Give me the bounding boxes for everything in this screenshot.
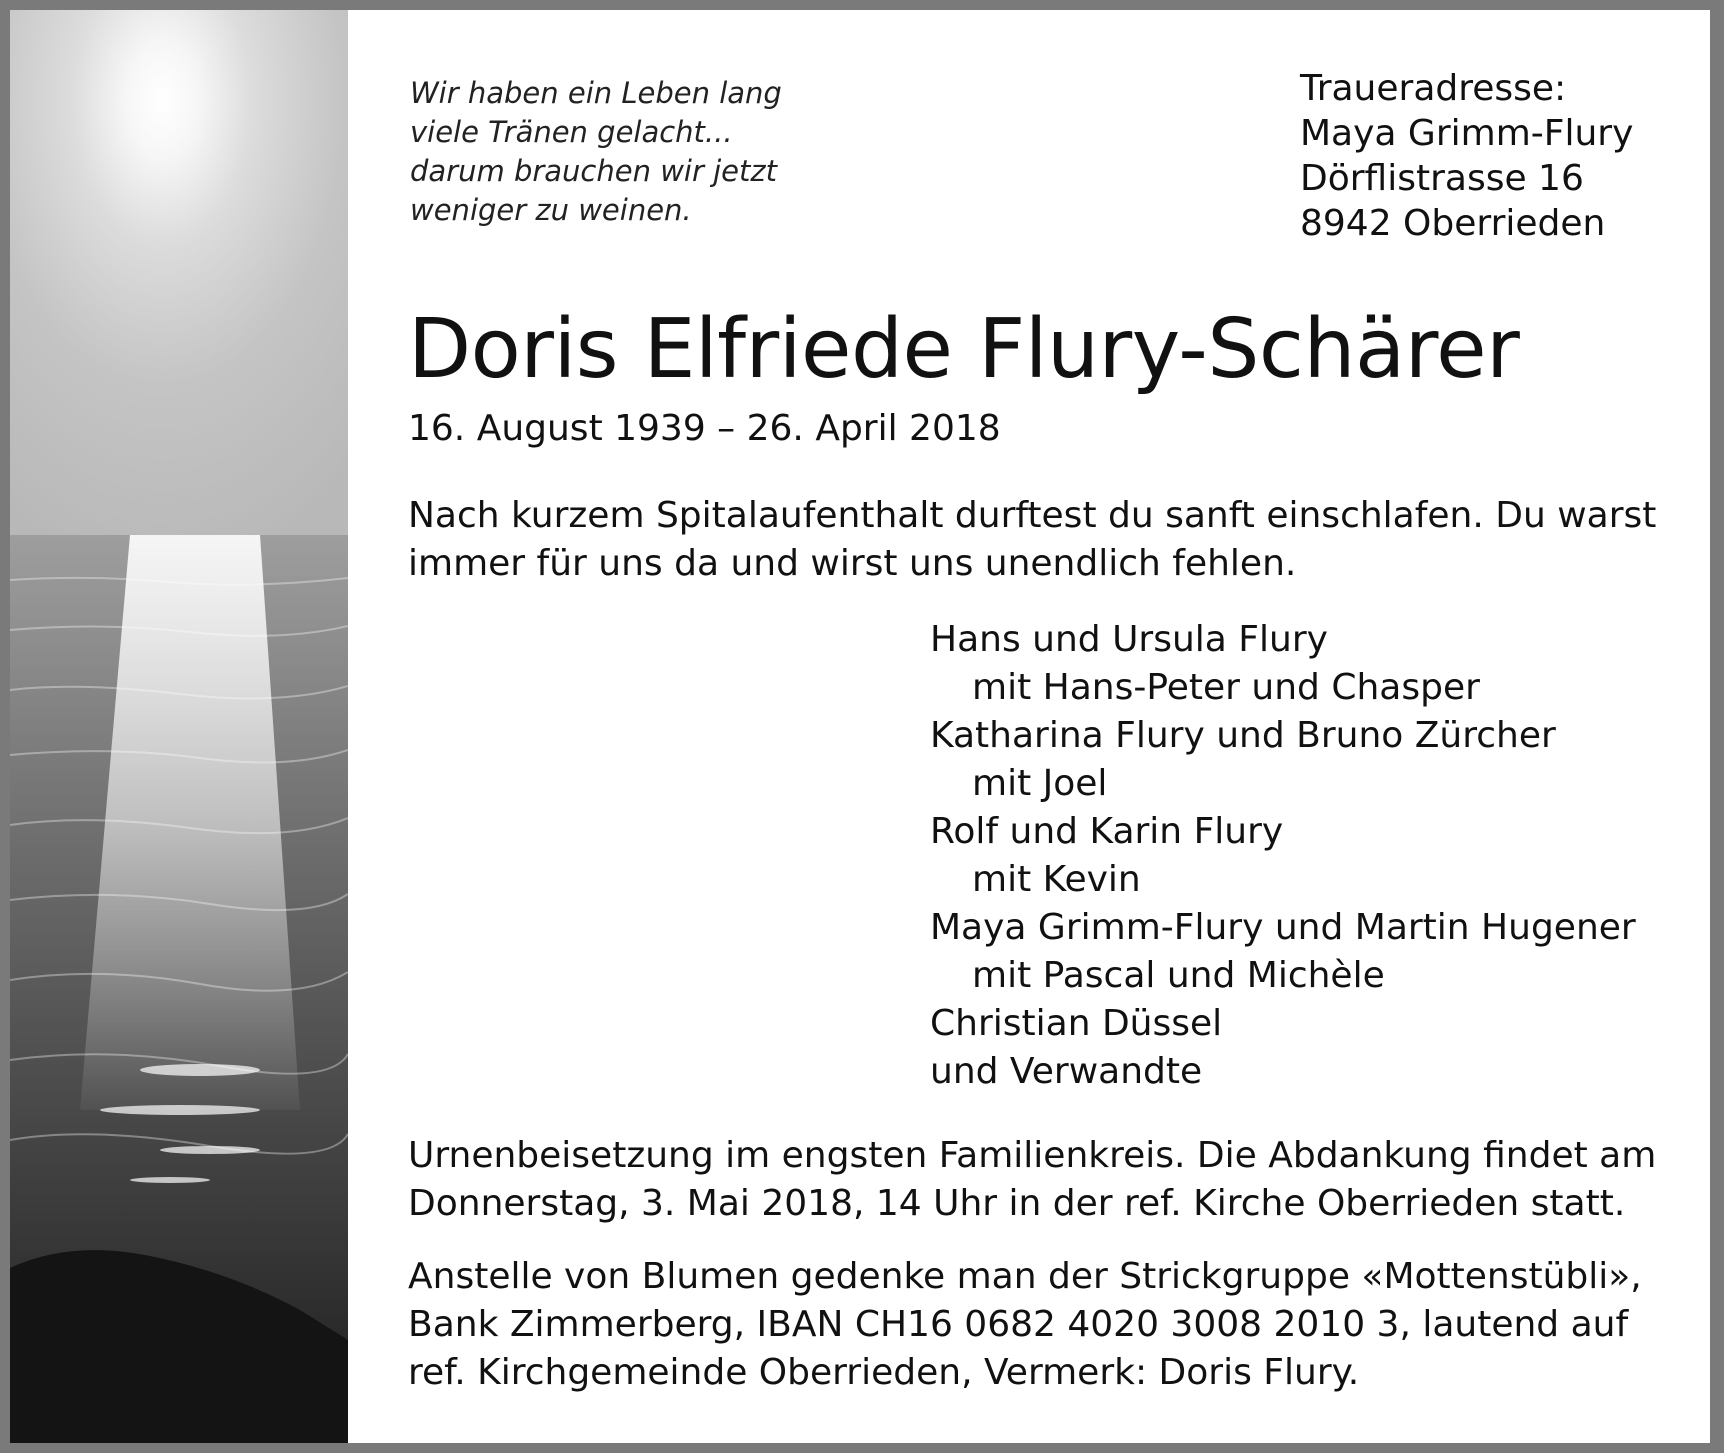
ceremony-line: Donnerstag, 3. Mai 2018, 14 Uhr in der ref. Kirche Oberrieden statt. [408,1183,1626,1224]
address-line: Dörflistrasse 16 [1300,158,1584,199]
quote-line: darum brauchen wir jetzt [410,154,777,188]
ceremony-info [408,1132,1656,1228]
address-line: Maya Grimm-Flury [1300,113,1634,154]
family-member: mit Pascal und Michèle [972,955,1385,996]
family-member: mit Joel [972,763,1108,804]
quote-line: viele Tränen gelacht... [410,115,733,149]
family-member: Rolf und Karin Flury [930,811,1284,852]
farewell-message [408,492,1656,588]
family-member: mit Hans-Peter und Chasper [972,667,1480,708]
family-member: mit Kevin [972,859,1141,900]
address-line: 8942 Oberrieden [1300,203,1606,244]
mourning-address [1300,66,1633,246]
family-member: Hans und Ursula Flury [930,619,1328,660]
quote-line: weniger zu weinen. [410,193,692,227]
address-line: Traueradresse: [1300,68,1567,109]
sunset-sea-photo [10,10,348,1443]
quote [410,74,782,230]
family-list [930,616,1636,1096]
family-member: Maya Grimm-Flury und Martin Hugener [930,907,1636,948]
donation-line: ref. Kirchgemeinde Oberrieden, Vermerk: Doris Flury. [408,1352,1360,1393]
donation-line: Anstelle von Blumen gedenke man der Strickgruppe «Mottenstübli», [408,1256,1642,1297]
family-member: Katharina Flury und Bruno Zürcher [930,715,1556,756]
deceased-name: Doris Elfriede Flury-Schärer [408,302,1520,397]
message-line: immer für uns da und wirst uns unendlich fehlen. [408,543,1297,584]
family-member: Christian Düssel [930,1003,1223,1044]
bottom-border [0,1443,1724,1453]
family-member: und Verwandte [930,1051,1203,1092]
message-line: Nach kurzem Spitalaufenthalt durftest du sanft einschlafen. Du warst [408,495,1657,536]
quote-line: Wir haben ein Leben lang [410,76,782,110]
donation-info [408,1253,1642,1397]
donation-line: Bank Zimmerberg, IBAN CH16 0682 4020 3008 2010 3, lautend auf [408,1304,1629,1345]
life-dates: 16. August 1939 – 26. April 2018 [408,408,1001,449]
ceremony-line: Urnenbeisetzung im engsten Familienkreis. Die Abdankung findet am [408,1135,1657,1176]
